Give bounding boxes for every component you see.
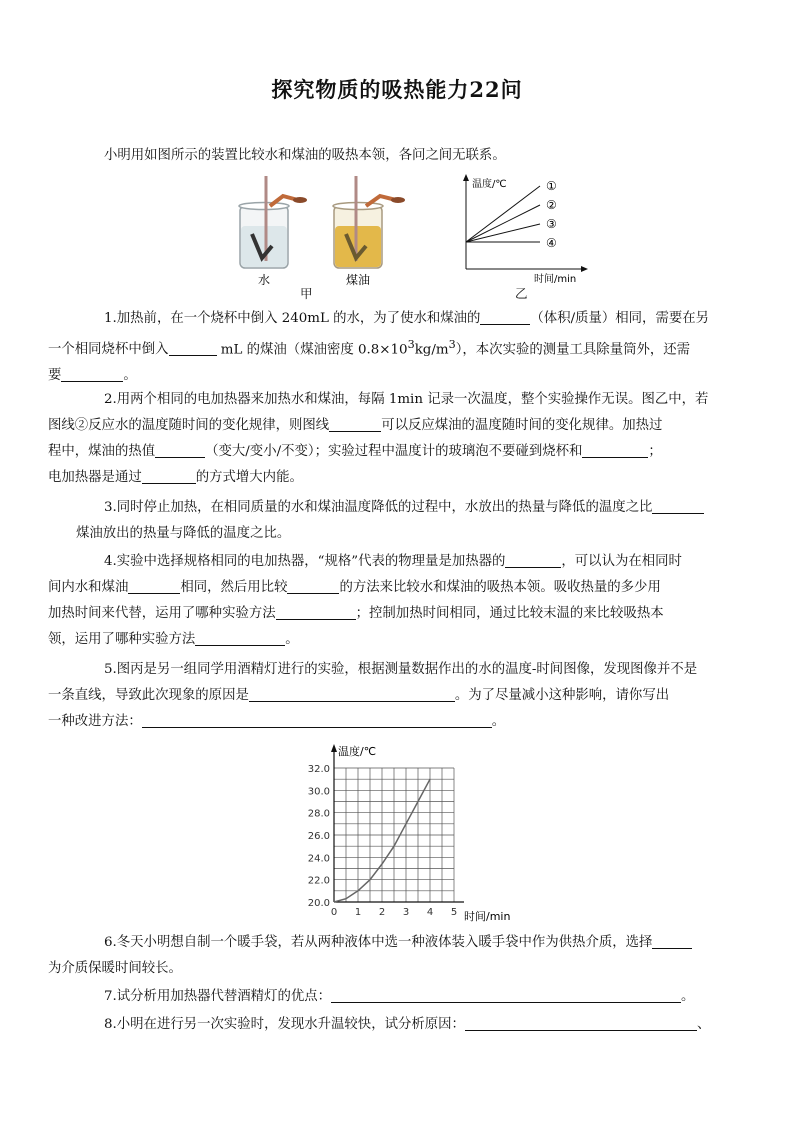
blank-q7-1[interactable] — [331, 987, 681, 1003]
blank-q1-2[interactable] — [169, 340, 217, 356]
yi-x-label: 时间/min — [534, 274, 577, 285]
yi-y-label: 温度/℃ — [472, 179, 507, 190]
blank-q3-1[interactable] — [652, 498, 704, 514]
chart-y-tick-label: 22.0 — [307, 875, 330, 887]
yi-line-label-1: ① — [546, 179, 557, 193]
chart-x-tick-label: 1 — [354, 907, 362, 918]
yi-x-arrow — [581, 266, 588, 272]
oil-beaker-image — [333, 176, 405, 268]
chart-x-tick-label: 5 — [450, 907, 458, 918]
chart-y-tick-label: 32.0 — [307, 764, 330, 775]
caption-jia: 甲 — [300, 286, 313, 301]
yi-line-2 — [466, 205, 540, 242]
caption-yi: 乙 — [515, 286, 528, 301]
yi-line-label-3: ③ — [546, 217, 557, 231]
question-3: 3.同时停止加热，在相同质量的水和煤油温度降低的过程中，水放出的热量与降低的温度之比 煤油放出的热量与降低的温度之比。 — [76, 495, 719, 547]
yi-line-label-4: ④ — [546, 236, 557, 250]
blank-q4-2[interactable] — [128, 578, 180, 594]
question-1: 1.加热前，在一个烧杯中倒入 240mL 的水，为了使水和煤油的 （体积/质量）相同，需要在另 一个相同烧杯中倒入 mL 的煤油（煤油密度 $0.8\times 10^3kg/m^3$），本次实验的测量工具除量筒外，还需 要 。 — [48, 311, 710, 384]
blank-q1-3[interactable] — [61, 366, 123, 382]
blank-q1-1[interactable] — [480, 309, 530, 325]
chart-x-tick-label: 2 — [378, 907, 386, 918]
blank-q5-2[interactable] — [142, 712, 492, 728]
chart-y-tick-label: 24.0 — [307, 853, 330, 865]
chart-y-axis-arrow — [331, 744, 337, 752]
chart-y-tick-label: 26.0 — [307, 831, 330, 842]
chart-x-tick-label: 4 — [426, 907, 434, 918]
chart-x-tick-label: 0 — [330, 907, 338, 918]
water-label: 水 — [257, 273, 271, 287]
chart-x-label: 时间/min — [464, 910, 511, 923]
temperature-time-chart — [296, 742, 526, 926]
blank-q2-2[interactable] — [155, 442, 205, 458]
chart-y-label: 温度/℃ — [338, 745, 377, 758]
blank-q2-3[interactable] — [582, 442, 648, 458]
chart-y-tick-label: 20.0 — [307, 898, 330, 909]
figure-yi — [460, 172, 590, 294]
blank-q6-1[interactable] — [652, 933, 692, 949]
chart-x-tick-label: 3 — [402, 907, 410, 918]
blank-q4-5[interactable] — [195, 630, 285, 646]
question-4: 4.实验中选择规格相同的电加热器，“规格”代表的物理量是加热器的 ，可以认为在相同时 间内水和煤油 相同，然后用比较 的方法来比较水和煤油的吸热本领。吸收热量的多少用 加热时间来代替，运用了哪种实验方法 ；控制加热时间相同，通过比较末温的来比较吸热本 领，运用了哪种实验方法 。 — [48, 554, 682, 647]
blank-q5-1[interactable] — [249, 686, 455, 702]
yi-line-1 — [466, 186, 540, 242]
intro-paragraph: 小明用如图所示的装置比较水和煤油的吸热本领，各问之间无联系。 — [104, 148, 506, 163]
question-7: 7.试分析用加热器代替酒精灯的优点： 。 — [104, 989, 695, 1004]
figure-jia — [228, 176, 414, 298]
page-title: 探究物质的吸热能力22问 — [271, 77, 523, 102]
yi-y-arrow — [463, 174, 469, 181]
water-beaker-image — [239, 176, 307, 268]
chart-y-tick-label: 28.0 — [307, 808, 330, 820]
question-8: 8.小明在进行另一次实验时，发现水升温较快，试分析原因： 、 — [104, 1017, 711, 1032]
blank-q2-1[interactable] — [329, 416, 381, 432]
question-6: 6.冬天小明想自制一个暖手袋，若从两种液体中选一种液体装入暖手袋中作为供热介质，选择 为介质保暖时间较长。 — [76, 930, 719, 982]
question-2: 2.用两个相同的电加热器来加热水和煤油，每隔 1min 记录一次温度，整个实验操作无误。图乙中，若 图线②反应水的温度随时间的变化规律，则图线 可以反应煤油的温度随时间的变化规律。加热过 程中，煤油的热值 （变大/变小/不变）；实验过程中温度计的玻璃泡不要碰到烧杯和 ； 电加热器是通过 的方式增大内能。 — [48, 392, 709, 485]
blank-q2-4[interactable] — [142, 468, 196, 484]
blank-q4-4[interactable] — [276, 604, 356, 620]
oil-label: 煤油 — [345, 273, 371, 287]
question-5: 5.图丙是另一组同学用酒精灯进行的实验，根据测量数据作出的水的温度-时间图像，发现图像并不是 一条直线，导致此次现象的原因是 。为了尽量减小这种影响，请你写出 一种改进方法： 。 — [48, 662, 698, 729]
blank-q4-1[interactable] — [505, 552, 561, 568]
blank-q4-3[interactable] — [287, 578, 339, 594]
yi-line-label-2: ② — [546, 198, 557, 212]
chart-y-tick-label: 30.0 — [307, 786, 330, 798]
blank-q8-1[interactable] — [465, 1015, 697, 1031]
